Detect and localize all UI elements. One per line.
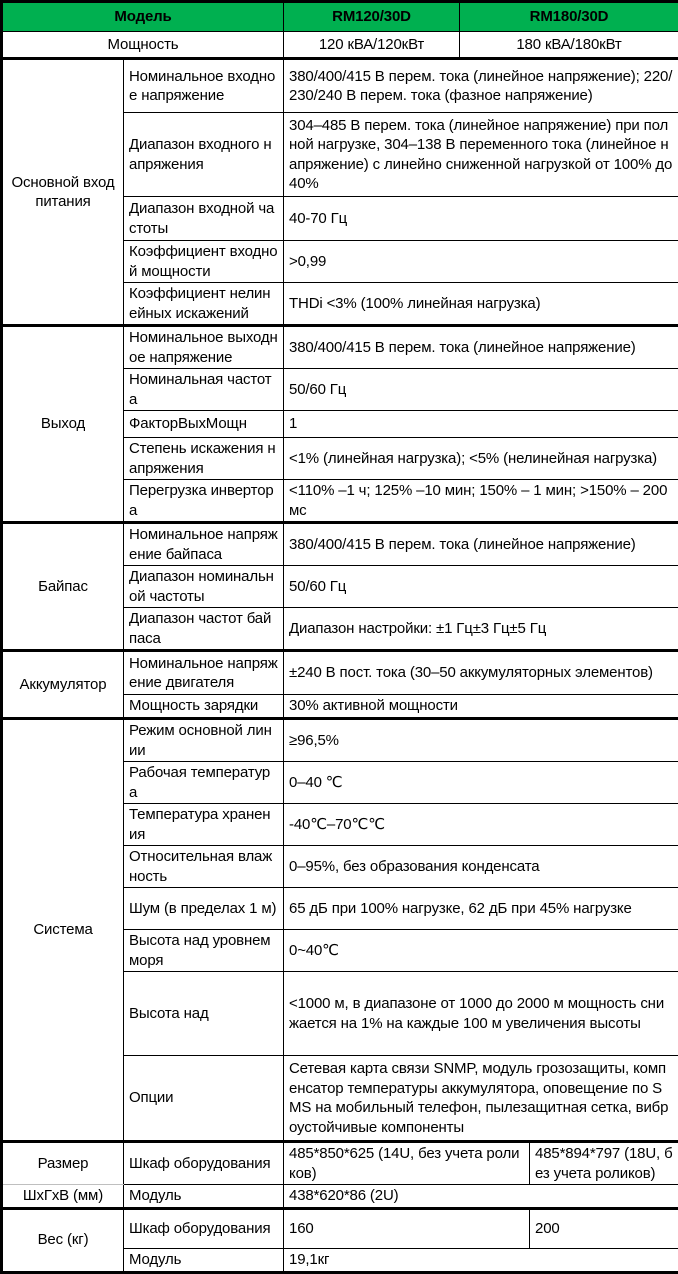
spec-value-rm120: 160 (284, 1208, 530, 1248)
model-name-rm180: RM180/30D (460, 2, 678, 32)
spec-label: Модуль (124, 1185, 284, 1209)
spec-value: 0–40 ℃ (284, 762, 678, 804)
spec-value: <1% (линейная нагрузка); <5% (нелинейная нагрузка) (284, 438, 678, 480)
spec-value: 380/400/415 В перем. тока (линейное напряжение); 220/230/240 В перем. тока (фазное напряжение) (284, 59, 678, 113)
table-row (2, 59, 678, 113)
spec-label: Номинальное входное напряжение (124, 59, 284, 113)
spec-value: 0~40℃ (284, 930, 678, 972)
spec-value: 304–485 В перем. тока (линейное напряжение) при полной нагрузке, 304–138 В переменного тока (линейное напряжение) с линейно сниженной нагрузкой от 100% до 40% (284, 113, 678, 197)
spec-value: 40-70 Гц (284, 197, 678, 241)
table-row (2, 1208, 678, 1248)
spec-label: Диапазон входной частоты (124, 197, 284, 241)
spec-label: Опции (124, 1056, 284, 1142)
spec-label: Режим основной линии (124, 719, 284, 762)
spec-value: 438*620*86 (2U) (284, 1185, 678, 1209)
spec-label: Степень искажения напряжения (124, 438, 284, 480)
section-label-size: Размер (2, 1142, 124, 1185)
table-row (2, 1142, 678, 1185)
spec-value: >0,99 (284, 241, 678, 283)
spec-value-rm180: 200 (530, 1208, 678, 1248)
spec-value: ±240 В пост. тока (30–50 аккумуляторных элементов) (284, 651, 678, 695)
spec-label: Шкаф оборудования (124, 1142, 284, 1185)
spec-value-rm180: 485*894*797 (18U, без учета роликов) (530, 1142, 678, 1185)
spec-label: Рабочая температура (124, 762, 284, 804)
spec-label: Номинальное напряжение двигателя (124, 651, 284, 695)
section-label-bypass: Байпас (2, 523, 124, 651)
spec-value: 30% активной мощности (284, 695, 678, 719)
table-row (2, 1185, 678, 1209)
table-row (2, 719, 678, 762)
model-header-label: Модель (2, 2, 284, 32)
spec-label: Перегрузка инвертора (124, 480, 284, 523)
spec-value: 65 дБ при 100% нагрузке, 62 дБ при 45% нагрузке (284, 888, 678, 930)
spec-label: Температура хранения (124, 804, 284, 846)
spec-label: Коэффициент нелинейных искажений (124, 283, 284, 326)
spec-value: 0–95%, без образования конденсата (284, 846, 678, 888)
spec-label: Диапазон входного напряжения (124, 113, 284, 197)
spec-value: 380/400/415 В перем. тока (линейное напряжение) (284, 523, 678, 566)
spec-value-rm120: 485*850*625 (14U, без учета роликов) (284, 1142, 530, 1185)
section-label-weight: Вес (кг) (2, 1208, 124, 1272)
spec-label: Номинальное напряжение байпаса (124, 523, 284, 566)
spec-value: 1 (284, 411, 678, 438)
spec-label: Диапазон частот байпаса (124, 608, 284, 651)
spec-value: 50/60 Гц (284, 566, 678, 608)
spec-label: Коэффициент входной мощности (124, 241, 284, 283)
spec-label: Высота над уровнем моря (124, 930, 284, 972)
spec-label: ФакторВыхМощн (124, 411, 284, 438)
spec-label: Номинальная частота (124, 369, 284, 411)
spec-value: Сетевая карта связи SNMP, модуль грозозащиты, компенсатор температуры аккумулятора, оповещение по SMS на мобильный телефон, пылезащитная сетка, виброустойчивые компоненты (284, 1056, 678, 1142)
spec-value: ≥96,5% (284, 719, 678, 762)
spec-label: Высота над (124, 972, 284, 1056)
spec-label: Относительная влажность (124, 846, 284, 888)
spec-label: Диапазон номинальной частоты (124, 566, 284, 608)
section-label-size-units: ШхГхВ (мм) (2, 1185, 124, 1209)
section-label-battery: Аккумулятор (2, 651, 124, 719)
spec-value: Диапазон настройки: ±1 Гц±3 Гц±5 Гц (284, 608, 678, 651)
spec-value: <110% –1 ч; 125% –10 мин; 150% – 1 мин; >150% – 200 мс (284, 480, 678, 523)
table-row (2, 651, 678, 695)
power-value-rm120: 120 кВА/120кВт (284, 32, 460, 59)
section-label-system: Система (2, 719, 124, 1142)
section-label-output: Выход (2, 326, 124, 523)
spec-value: 50/60 Гц (284, 369, 678, 411)
model-header-row (2, 2, 678, 32)
spec-label: Мощность зарядки (124, 695, 284, 719)
spec-value: -40℃–70℃℃ (284, 804, 678, 846)
power-value-rm180: 180 кВА/180кВт (460, 32, 678, 59)
spec-value: THDi <3% (100% линейная нагрузка) (284, 283, 678, 326)
spec-value: <1000 м, в диапазоне от 1000 до 2000 м мощность снижается на 1% на каждые 100 м увеличения высоты (284, 972, 678, 1056)
power-label: Мощность (2, 32, 284, 59)
table-row (2, 326, 678, 369)
spec-value: 380/400/415 В перем. тока (линейное напряжение) (284, 326, 678, 369)
spec-value: 19,1кг (284, 1248, 678, 1272)
power-row (2, 32, 678, 59)
spec-label: Модуль (124, 1248, 284, 1272)
section-label-main-input: Основной вход питания (2, 59, 124, 326)
spec-label: Номинальное выходное напряжение (124, 326, 284, 369)
table-row (2, 523, 678, 566)
spec-label: Шум (в пределах 1 м) (124, 888, 284, 930)
model-name-rm120: RM120/30D (284, 2, 460, 32)
spec-label: Шкаф оборудования (124, 1208, 284, 1248)
